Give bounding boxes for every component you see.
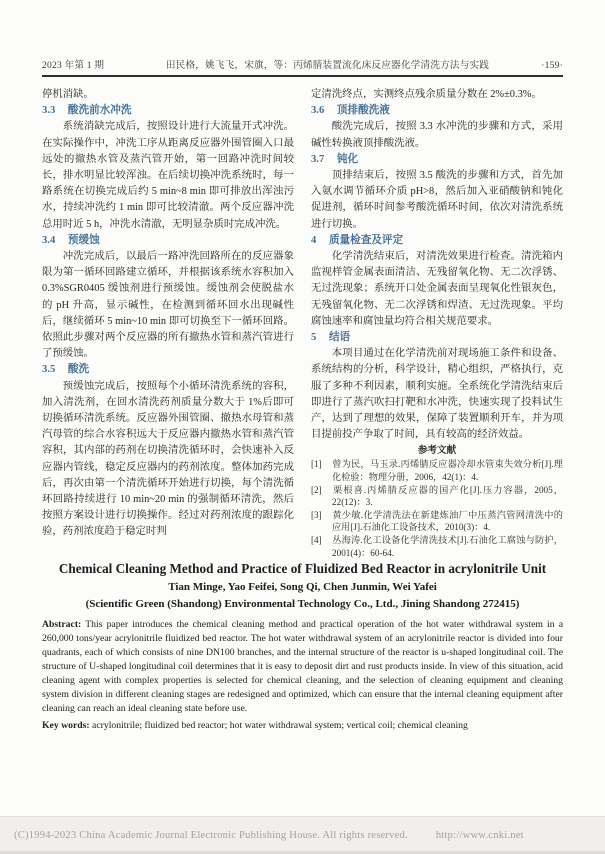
- references-title: 参考文献: [417, 445, 457, 457]
- reference-item: [311, 509, 563, 534]
- reference-text: 栗根喜.丙烯腈反应器的国产化[J].压力容器，2005，22(12)：3.: [332, 484, 563, 508]
- section-paragraph: 预缓蚀完成后，按照每个小循环清洗系统的容积，加入清洗剂，在回水清洗药剂质量分数大于 1%后即可切换循环清洗系统。反应器外围管圈、撤热水母管和蒸汽母管的综合水容积远大于反应器内撤热水管和蒸汽管容积，其内部的药剂在切换清洗循环时，会快速补入反应器内管线，稳定反应器内的药剂浓度。整体加药完成后，再次由第一个清洗循环开始进行切换，每个清洗循环回路持续进行 10 min~20 min 的强制循环清洗，然后按照方案设计进行切换操作。经过对药剂浓度的跟踪化验，药剂浓度趋于稳定时判: [42, 380, 294, 538]
- keywords-text: acrylonitrile; fluidized bed reactor; hot water withdrawal system; vertical coil; chemical cleaning: [92, 720, 468, 731]
- reference-label: [1]: [311, 459, 322, 470]
- header-issue: 2023 年第 1 期: [42, 60, 105, 71]
- abstract-text: This paper introduces the chemical cleaning method and practical operation of the hot water withdrawal system in a 260,000 tons/year acrylonitrile fluidized bed reactor. The hot water withdrawal system of an acrylonitrile reactor is divided into four quadrants, each of which consists of nine DN100 branches, and the internal structure of the reactor is u-shaped longitudinal coil. The structure of U-shaped longitudinal coil determines that it is easy to deposit dirt and rust products inside. In view of this situation, acid cleaning agent with complex properties is selected for chemical cleaning, and the selection of cleaning equipment and cleaning system division in different cleaning stages are redesigned and optimized, which can ensure that the internal cleaning equipment after cleaning can reach an ideal cleaning state before use.: [42, 619, 564, 714]
- section-paragraph: 冲洗完成后，以最后一路冲洗回路所在的反应器象限为第一循环回路建立循环，并根据该系统水容积加入 0.3%SGR0405 缓蚀剂进行预缓蚀。缓蚀剂会使脱盐水的 pH 升高，显示碱性，在检测到循环回水出现碱性后，继续循环 5 min~10 min 即可切换至下一循环回路。依照此步骤对两个反应器的所有撤热水管和蒸汽管进行了预缓蚀。: [42, 251, 294, 360]
- section-heading-4: [311, 233, 563, 249]
- reference-item: [311, 484, 563, 509]
- section-number: 3.3: [42, 105, 56, 117]
- right-column: [311, 87, 563, 559]
- section-title: 质量检查及评定: [328, 234, 404, 246]
- section-number: 3.4: [42, 234, 56, 246]
- section-number: 3.5: [42, 364, 56, 376]
- section-number: 5: [311, 332, 317, 344]
- left-column: [42, 87, 294, 559]
- reference-text: 黄少敏.化学清洗法在新建炼油厂中压蒸汽管网清洗中的应用[J].石油化工设备技术，2010(3)：4.: [332, 509, 563, 533]
- section-paragraph: 系统消缺完成后，按照设计进行大流量开式冲洗。在实际操作中，冲洗工序从距离反应器外围管圈入口最远处的撤热水管及蒸汽管开始，第一回路冲洗时间较长，排水明显比较浑浊。在后续切换冲洗系统时，每一路系统在切换完成后约 5 min~8 min 即可排放出浑浊污水，持续冲洗约 1 min 即可比较清澈。两个反应器冲洗总用时近 5 h，冲洗水清澈，无明显杂质时完成冲洗。: [42, 121, 294, 230]
- english-affiliation: (Scientific Green (Shandong) Environmental Technology Co., Ltd., Jining Shandong 272415): [85, 598, 520, 610]
- body-columns: [42, 87, 563, 559]
- section-title: 酸洗: [67, 364, 90, 376]
- references-list: [311, 458, 563, 559]
- section-title: 钝化: [336, 153, 359, 165]
- section-heading-3-3: [42, 103, 294, 119]
- abstract-paragraph: [42, 618, 563, 716]
- section-heading-5: [311, 330, 563, 346]
- reference-label: [2]: [311, 484, 322, 495]
- english-authors: Tian Minge, Yao Feifei, Song Qi, Chen Junmin, Wei Yafei: [168, 581, 437, 593]
- reference-text: 曾为民，马玉录.丙烯腈反应器冷却水管束失效分析[J].理化检验：物理分册，2006，42(1)：4.: [332, 459, 563, 483]
- section-paragraph: 顶排结束后，按照 3.5 酸洗的步骤和方式，首先加入氨水调节循环介质 pH>8，然后加入亚硝酸钠和钝化促进剂，循环时间参考酸洗循环时间，依次对清洗系统进行切换。: [311, 170, 563, 230]
- section-paragraph: 化学清洗结束后，对清洗效果进行检查。清洗箱内监视样管金属表面清洁、无残留氧化物、无二次浮锈、无过洗现象；系统开口处金属表面呈现氧化性银灰色，无残留氧化物、无二次浮锈和焊渣、无过洗现象。平均腐蚀速率和腐蚀量均符合相关规范要求。: [311, 251, 563, 327]
- section-number: 3.6: [311, 105, 325, 117]
- keywords-paragraph: [42, 719, 563, 733]
- section-heading-3-4: [42, 233, 294, 249]
- reference-label: [4]: [311, 535, 322, 546]
- section-title: 预缓蚀: [67, 234, 100, 246]
- section-number: 4: [311, 234, 317, 246]
- section-title: 酸洗前水冲洗: [67, 105, 132, 117]
- reference-item: [311, 458, 563, 483]
- section-heading-3-6: [311, 103, 563, 119]
- section-paragraph: 酸洗完成后，按照 3.3 水冲洗的步骤和方式，采用碱性转换液顶排酸洗液。: [311, 121, 563, 149]
- carryover-paragraph: 停机消缺。: [42, 89, 94, 100]
- carryover-paragraph: 定清洗终点，实测终点残余质量分数在 2%±0.3%。: [311, 89, 542, 100]
- header-page-number: ·159·: [541, 60, 563, 71]
- section-paragraph: 本项目通过在化学清洗前对现场施工条件和设备、系统结构的分析，科学设计，精心组织，严格执行，克服了多种不利因素，顺利实施。全系统化学清洗结束后即进行了蒸汽吹扫打靶和水冲洗，快速实现了投料试生产，达到了理想的效果，保障了装置顺利开车，并为项目提前投产争取了时间，具有较高的经济效益。: [311, 348, 563, 441]
- english-title: Chemical Cleaning Method and Practice of Fluidized Bed Reactor in acrylonitrile Unit: [58, 561, 547, 576]
- section-title: 顶排酸洗液: [336, 105, 390, 117]
- reference-item: [311, 534, 563, 559]
- section-heading-3-5: [42, 362, 294, 378]
- footer-copyright: (C)1994-2023 China Academic Journal Electronic Publishing House. All rights reserved.: [14, 830, 408, 841]
- reference-label: [3]: [311, 509, 322, 520]
- reference-text: 丛海涛.化工设备化学清洗技术[J].石油化工腐蚀与防护，2001(4)：60-64.: [332, 535, 563, 558]
- page-footer: [0, 816, 605, 854]
- english-abstract-block: [42, 561, 563, 733]
- abstract-label: Abstract:: [42, 619, 82, 630]
- header-running-title: 田民格，姚飞飞，宋旗，等：丙烯腈装置流化床反应器化学清洗方法与实践: [165, 60, 490, 71]
- running-header: [42, 57, 563, 71]
- footer-url: http://www.cnki.net: [435, 830, 524, 841]
- header-rule: [42, 75, 563, 77]
- section-number: 3.7: [311, 153, 325, 165]
- keywords-label: Key words:: [42, 720, 90, 731]
- section-title: 结语: [328, 332, 351, 344]
- section-heading-3-7: [311, 152, 563, 168]
